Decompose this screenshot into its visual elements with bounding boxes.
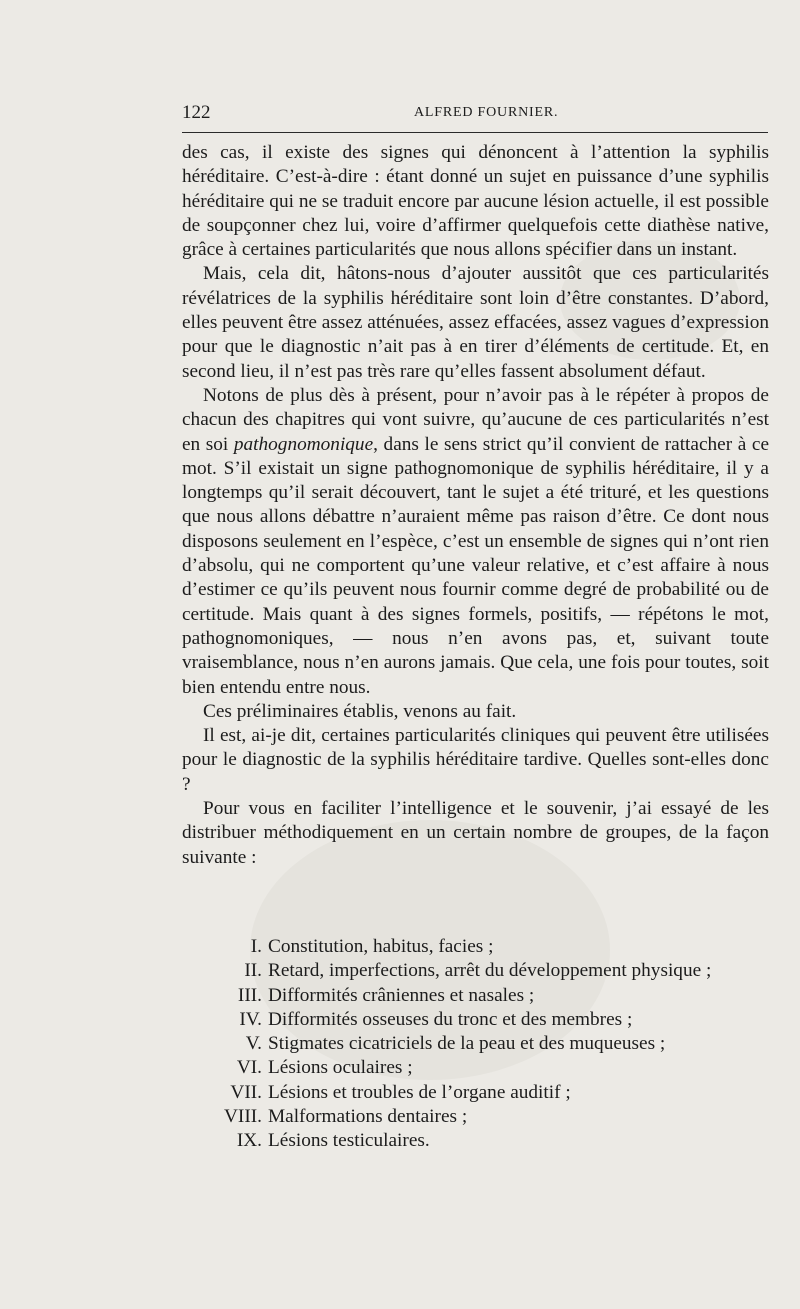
list-numeral: III. <box>237 984 262 1006</box>
list-text: Lésions oculaires ; <box>268 1057 413 1079</box>
list-text: Difformités crâniennes et nasales ; <box>268 984 535 1006</box>
list-item <box>182 1032 769 1056</box>
paragraph-text: Ces préliminaires établis, venons au fait. <box>203 700 517 722</box>
list-item <box>182 984 769 1008</box>
list-numeral: V. <box>245 1033 262 1055</box>
list-text: Stigmates cicatriciels de la peau et des muqueuses ; <box>268 1033 666 1055</box>
running-title: ALFRED FOURNIER. <box>414 105 559 120</box>
list-text: Lésions et troubles de l’organe auditif ; <box>268 1081 571 1103</box>
paragraph-text: des cas, il existe des signes qui dénoncent à l’attention la syphilis héréditaire. C’est-à-dire : étant donné un sujet en puissance d’une syphilis héréditaire qui ne se traduit encore par aucune lésion actuelle, il est possible de soupçonner chez lui, voire d’affirmer quelquefois cette diathèse native, grâce à certaines particularités que nous allons spécifier dans un instant. <box>182 142 769 261</box>
paragraph-text: Il est, ai-je dit, certaines particularités cliniques qui peuvent être utilisées pour le diagnostic de la syphilis héréditaire tardive. Quelles sont-elles donc ? <box>182 725 769 795</box>
paragraph <box>182 700 769 724</box>
paragraph <box>182 724 769 797</box>
page-number: 122 <box>182 102 211 123</box>
list-text: Constitution, habitus, facies ; <box>268 936 494 957</box>
list-numeral: VI. <box>236 1057 262 1079</box>
list-item <box>182 1056 769 1080</box>
list-numeral: VIII. <box>223 1106 262 1128</box>
paragraph-continued <box>182 141 769 262</box>
list-text: Lésions testiculaires. <box>268 1130 430 1152</box>
list-numeral: IX. <box>236 1130 262 1152</box>
sign-groups-list <box>182 935 769 1154</box>
list-text: Malformations dentaires ; <box>268 1106 468 1128</box>
list-item <box>182 1081 769 1105</box>
paragraph <box>182 384 769 700</box>
list-numeral: I. <box>250 936 262 957</box>
page-header <box>182 102 767 126</box>
list-text: Retard, imperfections, arrêt du développement physique ; <box>268 960 712 982</box>
list-item <box>182 1105 769 1129</box>
paragraph-text: Notons de plus dès à présent, pour n’avoir pas à le répéter à propos de chacun des chapitres qui vont suivre, qu’aucune de ces particularités n’est en soi <box>182 384 769 455</box>
paragraph-text: Pour vous en faciliter l’intelligence et le souvenir, j’ai essayé de les distribuer méthodiquement en un certain nombre de groupes, de la façon suivante : <box>182 798 769 868</box>
list-numeral: II. <box>244 960 262 982</box>
header-rule <box>182 132 768 133</box>
list-numeral: IV. <box>239 1008 262 1030</box>
italic-term: pathognomonique <box>233 433 374 455</box>
list-item <box>182 1129 769 1153</box>
list-item <box>182 935 769 959</box>
list-numeral: VII. <box>230 1081 262 1103</box>
list-item <box>182 959 769 983</box>
paragraph <box>182 262 769 383</box>
paragraph-text: Mais, cela dit, hâtons-nous d’ajouter aussitôt que ces particularités révélatrices de la syphilis héréditaire sont loin d’être constantes. D’abord, elles peuvent être assez atténuées, assez effacées, assez vagues d’expression pour que le diagnostic n’ait pas à en tirer d’éléments de certitude. Et, en second lieu, il n’est pas très rare qu’elles fassent absolument défaut. <box>182 263 769 382</box>
paragraph <box>182 797 769 870</box>
list-item <box>182 1008 769 1032</box>
body-text <box>182 141 769 870</box>
list-text: Difformités osseuses du tronc et des membres ; <box>268 1008 633 1030</box>
paragraph-text: , dans le sens strict qu’il convient de rattacher à ce mot. S’il existait un signe pathognomonique de syphilis héréditaire, il y a longtemps qu’il serait découvert, tant le sujet a été trituré, et les questions que nous allons débattre n’auraient même pas raison d’être. Ce dont nous disposons seulement en l’espèce, c’est un ensemble de signes qui n’ont rien d’absolu, qui ne comportent qu’une valeur relative, et c’est affaire à nous d’estimer ce qu’ils peuvent nous fournir comme degré de probabilité ou de certitude. Mais quant à des signes formels, positifs, — répétons le mot, pathognomoniques, — nous n’en avons pas, et, suivant toute vraisemblance, nous n’en aurons jamais. Que cela, une fois pour toutes, soit bien entendu entre nous. <box>182 433 769 698</box>
